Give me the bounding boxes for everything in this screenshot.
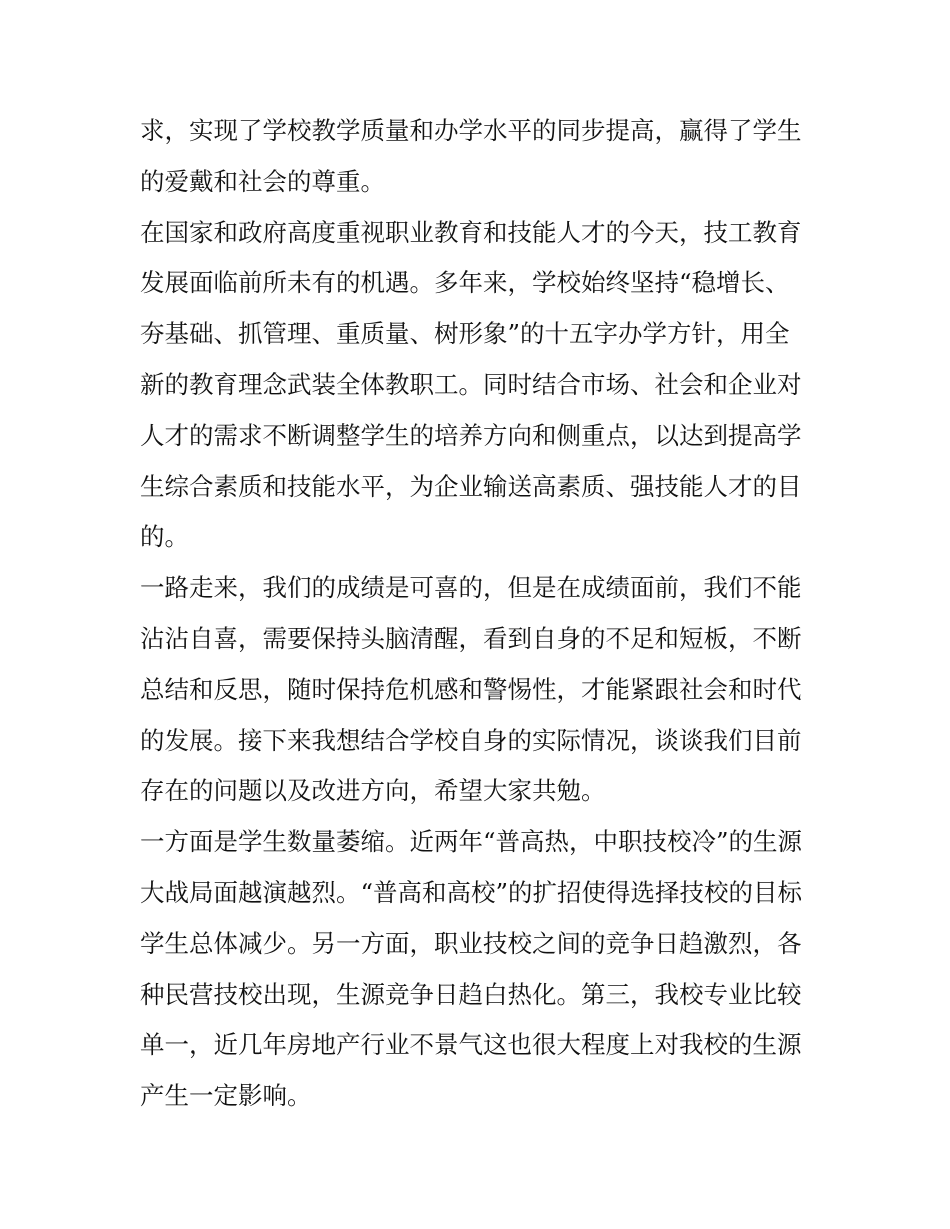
text-line: 大战局面越演越烈。“普高和高校”的扩招使得选择技校的目标 — [140, 877, 803, 907]
text-line: 发展面临前所未有的机遇。多年来，学校始终坚持“稳增长、 — [140, 268, 790, 298]
paragraph-2 — [140, 208, 830, 564]
body-text — [140, 106, 830, 1122]
text-line: 生综合素质和技能水平，为企业输送高素质、强技能人才的目 — [140, 471, 802, 501]
text-line: 沾沾自喜，需要保持头脑清醒，看到自身的不足和短板，不断 — [140, 623, 802, 653]
text-line: 种民营技校出现，生源竞争日趋白热化。第三，我校专业比较 — [140, 979, 802, 1009]
text-line: 学生总体减少。另一方面，职业技校之间的竞争日趋激烈，各 — [140, 928, 802, 958]
text-line: 新的教育理念武装全体教职工。同时结合市场、社会和企业对 — [140, 369, 802, 399]
text-line: 夯基础、抓管理、重质量、树形象”的十五字办学方针，用全 — [140, 319, 790, 349]
text-line: 产生一定影响。 — [140, 1081, 312, 1111]
text-line: 单一，近几年房地产行业不景气这也很大程度上对我校的生源 — [140, 1030, 802, 1060]
text-line: 的爱戴和社会的尊重。 — [140, 166, 385, 196]
paragraph-1 — [140, 106, 830, 208]
text-line: 存在的问题以及改进方向，希望大家共勉。 — [140, 776, 606, 806]
text-line: 一路走来，我们的成绩是可喜的，但是在成绩面前，我们不能 — [140, 573, 802, 603]
paragraph-3 — [140, 563, 830, 817]
text-line: 人才的需求不断调整学生的培养方向和侧重点，以达到提高学 — [140, 420, 802, 450]
text-line: 一方面是学生数量萎缩。近两年“普高热，中职技校冷”的生源 — [140, 827, 803, 857]
text-line: 的。 — [140, 522, 189, 552]
text-line: 在国家和政府高度重视职业教育和技能人才的今天，技工教育 — [140, 217, 802, 247]
paragraph-4 — [140, 817, 830, 1122]
text-line: 的发展。接下来我想结合学校自身的实际情况，谈谈我们目前 — [140, 725, 802, 755]
text-line: 总结和反思，随时保持危机感和警惕性，才能紧跟社会和时代 — [140, 674, 802, 704]
text-line: 求，实现了学校教学质量和办学水平的同步提高，赢得了学生 — [140, 116, 802, 145]
